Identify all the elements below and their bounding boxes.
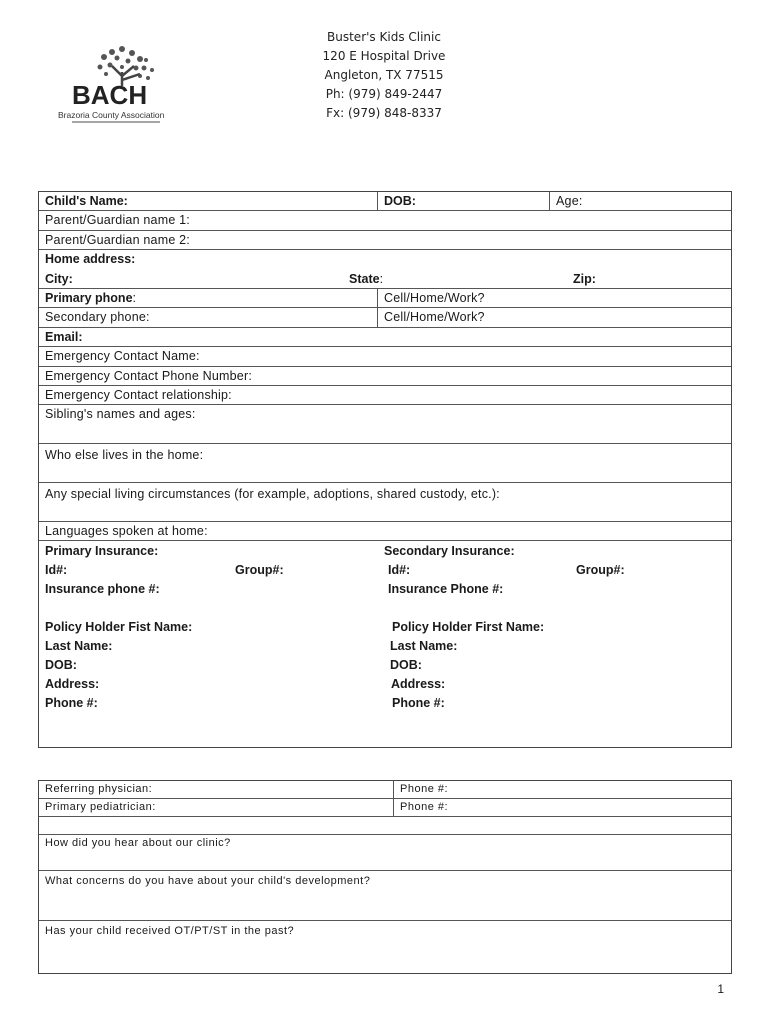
logo-tagline: Brazoria County Association — [58, 110, 165, 120]
city-field[interactable]: City: — [45, 271, 73, 286]
row-child-name — [39, 192, 731, 211]
siblings-field[interactable]: Sibling's names and ages: — [45, 407, 196, 422]
primary-holder-first-name[interactable]: Policy Holder Fist Name: — [45, 620, 193, 635]
secondary-group-field[interactable]: Group#: — [576, 563, 625, 578]
clinic-fax: Fx: (979) 848-8337 — [326, 106, 442, 120]
row-home-address — [39, 250, 731, 269]
page-number: 1 — [717, 982, 724, 996]
row-secondary-phone — [39, 308, 731, 327]
intake-form — [38, 191, 732, 748]
state-colon: : — [379, 271, 384, 286]
primary-group-field[interactable]: Group#: — [235, 563, 284, 578]
secondary-id-field[interactable]: Id#: — [388, 563, 411, 578]
primary-phone-label: Primary phone — [45, 290, 133, 305]
primary-insurance-title: Primary Insurance: — [45, 544, 159, 559]
row-referring — [39, 781, 731, 799]
row-special — [39, 483, 731, 522]
row-email — [39, 328, 731, 347]
row-primary-phone — [39, 289, 731, 308]
zip-field[interactable]: Zip: — [573, 271, 596, 286]
row-city — [39, 270, 731, 289]
who-else-field[interactable]: Who else lives in the home: — [45, 448, 204, 463]
languages-field[interactable]: Languages spoken at home: — [45, 523, 208, 538]
secondary-holder-phone[interactable]: Phone #: — [392, 696, 445, 711]
primary-holder-dob[interactable]: DOB: — [45, 658, 77, 673]
home-address-field[interactable]: Home address: — [45, 252, 136, 267]
secondary-insurance-title: Secondary Insurance: — [384, 544, 515, 559]
secondary-phone-type[interactable]: Cell/Home/Work? — [377, 308, 733, 326]
secondary-holder-dob[interactable]: DOB: — [390, 658, 422, 673]
tree-icon — [52, 40, 172, 124]
secondary-phone-field[interactable]: Secondary phone: — [45, 310, 150, 325]
row-emergency-relationship — [39, 386, 731, 405]
row-guardian-2 — [39, 231, 731, 250]
emergency-name-field[interactable]: Emergency Contact Name: — [45, 349, 200, 364]
hear-about-field[interactable]: How did you hear about our clinic? — [45, 837, 231, 849]
row-pediatrician — [39, 799, 731, 817]
physician-form — [38, 780, 732, 974]
row-concerns — [39, 871, 731, 921]
emergency-relationship-field[interactable]: Emergency Contact relationship: — [45, 387, 232, 402]
clinic-phone: Ph: (979) 849-2447 — [325, 87, 443, 101]
pediatrician-field[interactable]: Primary pediatrician: — [45, 801, 156, 813]
secondary-insurance-phone-field[interactable]: Insurance Phone #: — [388, 582, 504, 597]
primary-phone-field[interactable] — [39, 289, 377, 307]
row-emergency-phone — [39, 367, 731, 386]
row-hear — [39, 835, 731, 871]
secondary-holder-first-name[interactable]: Policy Holder First Name: — [392, 620, 545, 635]
state-label: State — [349, 271, 380, 286]
guardian-1-field[interactable]: Parent/Guardian name 1: — [45, 213, 190, 228]
clinic-address-2: Angleton, TX 77515 — [324, 68, 444, 82]
row-siblings — [39, 405, 731, 444]
row-guardian-1 — [39, 211, 731, 230]
row-who-else — [39, 444, 731, 483]
primary-holder-address[interactable]: Address: — [45, 677, 100, 692]
clinic-info — [296, 28, 472, 123]
insurance-section — [39, 541, 731, 747]
email-field[interactable]: Email: — [45, 329, 83, 344]
bach-logo — [52, 40, 172, 124]
row-languages — [39, 522, 731, 541]
child-name-field[interactable]: Child's Name: — [45, 194, 128, 208]
referring-phone-field[interactable]: Phone #: — [393, 781, 733, 798]
primary-holder-last-name[interactable]: Last Name: — [45, 639, 113, 654]
logo-name: BACH — [72, 80, 148, 110]
therapy-history-field[interactable]: Has your child received OT/PT/ST in the past? — [45, 925, 295, 937]
primary-phone-type[interactable]: Cell/Home/Work? — [377, 289, 733, 307]
row-emergency-name — [39, 347, 731, 366]
age-field[interactable]: Age: — [549, 192, 733, 210]
row-therapy — [39, 921, 731, 973]
referring-physician-field[interactable]: Referring physician: — [45, 783, 153, 795]
pediatrician-phone-field[interactable]: Phone #: — [393, 799, 733, 816]
primary-phone-colon: : — [132, 290, 137, 305]
clinic-name: Buster's Kids Clinic — [327, 30, 441, 44]
special-circumstances-field[interactable]: Any special living circumstances (for example, adoptions, shared custody, etc.): — [45, 486, 500, 501]
emergency-phone-field[interactable]: Emergency Contact Phone Number: — [45, 368, 252, 383]
dob-field[interactable]: DOB: — [377, 192, 549, 210]
row-spacer — [39, 817, 731, 835]
concerns-field[interactable]: What concerns do you have about your child's development? — [45, 875, 371, 887]
secondary-holder-address[interactable]: Address: — [391, 677, 446, 692]
primary-id-field[interactable]: Id#: — [45, 563, 68, 578]
secondary-holder-last-name[interactable]: Last Name: — [390, 639, 458, 654]
primary-holder-phone[interactable]: Phone #: — [45, 696, 98, 711]
guardian-2-field[interactable]: Parent/Guardian name 2: — [45, 232, 190, 247]
clinic-address-1: 120 E Hospital Drive — [322, 49, 446, 63]
state-field[interactable] — [343, 270, 563, 288]
primary-insurance-phone-field[interactable]: Insurance phone #: — [45, 582, 160, 597]
